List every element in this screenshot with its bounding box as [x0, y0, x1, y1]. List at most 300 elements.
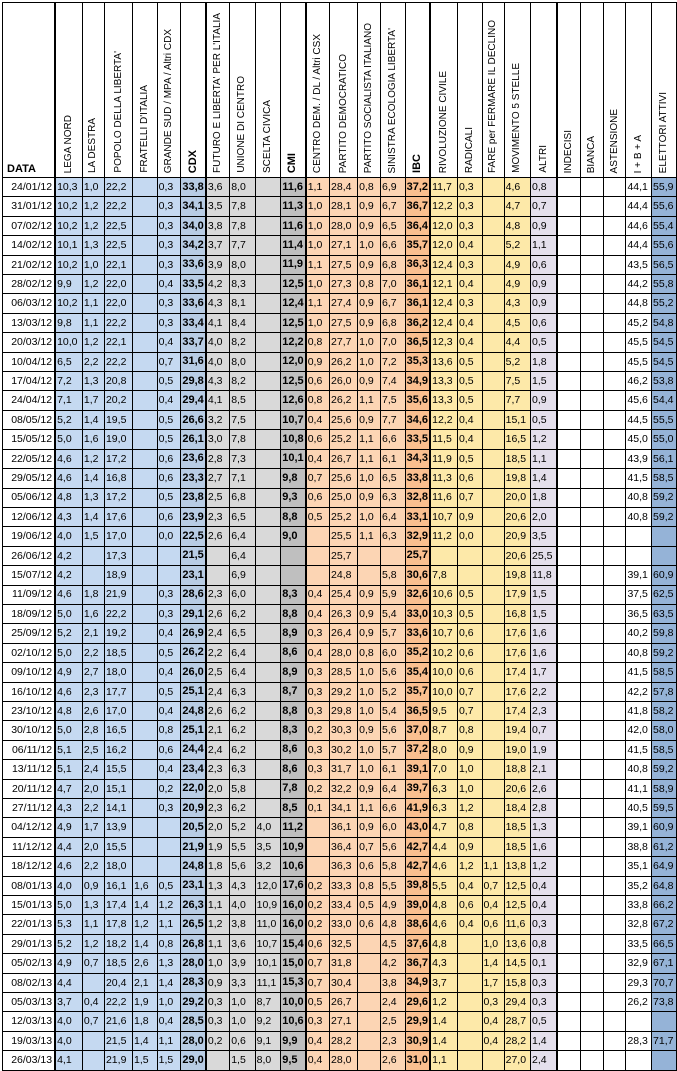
- row-date: 22/01/13: [3, 915, 56, 934]
- column-header-label: GRANDE SUD / MPA / Altri CDX: [163, 28, 174, 173]
- row-date: 26/03/13: [3, 1051, 56, 1070]
- table-cell: 33,6: [405, 624, 430, 643]
- table-cell: 0,4: [457, 275, 482, 294]
- table-cell: 1,5: [230, 1051, 255, 1070]
- column-header-label: BIANCA: [585, 135, 597, 173]
- table-cell: [133, 857, 158, 876]
- table-cell: 0,7: [531, 197, 557, 216]
- table-cell: [557, 410, 581, 429]
- row-date: 14/02/12: [3, 236, 56, 255]
- table-cell: [557, 236, 581, 255]
- table-cell: 11,3: [430, 469, 457, 488]
- table-cell: 1,5: [133, 1051, 158, 1070]
- table-cell: 12,5: [504, 896, 530, 915]
- table-cell: 2,8: [531, 799, 557, 818]
- table-cell: [557, 624, 581, 643]
- table-cell: [603, 896, 626, 915]
- table-row: [3, 449, 677, 468]
- table-cell: [482, 682, 504, 701]
- table-cell: 12,0: [430, 216, 457, 235]
- table-cell: [157, 818, 181, 837]
- table-cell: 0,3: [306, 701, 330, 720]
- table-cell: 0,8: [358, 178, 381, 197]
- table-cell: 37,0: [405, 721, 430, 740]
- table-cell: [457, 1051, 482, 1070]
- table-row: [3, 313, 677, 332]
- table-cell: [482, 313, 504, 332]
- table-cell: [581, 372, 604, 391]
- table-cell: 33,6: [181, 294, 206, 313]
- table-row: [3, 507, 677, 526]
- column-header-label: ELETTORI ATTIVI: [658, 91, 669, 173]
- table-cell: 7,7: [504, 391, 530, 410]
- table-cell: 4,8: [55, 488, 82, 507]
- table-cell: 0,8: [358, 876, 381, 895]
- table-row: [3, 779, 677, 798]
- table-cell: 17,2: [104, 488, 132, 507]
- table-cell: 0,7: [306, 973, 330, 992]
- table-cell: 1,0: [358, 663, 381, 682]
- table-cell: 0,5: [457, 604, 482, 623]
- table-cell: 4,4: [504, 333, 530, 352]
- table-cell: 1,1: [206, 934, 230, 953]
- table-cell: 17,7: [104, 682, 132, 701]
- table-cell: 4,0: [206, 333, 230, 352]
- table-cell: [255, 236, 281, 255]
- table-cell: 0,3: [531, 993, 557, 1012]
- table-cell: [603, 1051, 626, 1070]
- table-cell: [557, 682, 581, 701]
- table-cell: 0,7: [457, 682, 482, 701]
- table-cell: 44,4: [626, 236, 652, 255]
- table-cell: [255, 449, 281, 468]
- table-cell: 13,8: [504, 857, 530, 876]
- row-date: 31/01/12: [3, 197, 56, 216]
- table-cell: [306, 527, 330, 546]
- table-cell: 34,6: [405, 410, 430, 429]
- table-cell: 4,3: [230, 876, 255, 895]
- table-cell: 0,7: [531, 721, 557, 740]
- table-cell: [581, 779, 604, 798]
- table-cell: 4,9: [504, 255, 530, 274]
- table-cell: 25,2: [330, 507, 358, 526]
- table-cell: 2,3: [531, 701, 557, 720]
- table-cell: [255, 333, 281, 352]
- table-cell: 0,1: [306, 799, 330, 818]
- table-cell: 0,9: [531, 391, 557, 410]
- table-cell: 39,1: [626, 818, 652, 837]
- table-cell: 8,0: [230, 178, 255, 197]
- table-cell: 64,9: [652, 857, 677, 876]
- table-cell: 4,6: [55, 585, 82, 604]
- table-cell: 44,4: [626, 197, 652, 216]
- table-cell: [255, 546, 281, 565]
- table-cell: [133, 391, 158, 410]
- table-cell: 26,4: [330, 624, 358, 643]
- table-cell: 45,5: [626, 333, 652, 352]
- table-cell: 16,5: [104, 721, 132, 740]
- table-cell: [457, 1031, 482, 1050]
- table-cell: 0,5: [157, 876, 181, 895]
- table-cell: [557, 915, 581, 934]
- table-cell: 1,4: [133, 934, 158, 953]
- table-cell: 1,1: [82, 915, 104, 934]
- table-cell: 0,3: [531, 915, 557, 934]
- table-cell: 15,1: [504, 410, 530, 429]
- table-cell: [482, 255, 504, 274]
- table-row: [3, 973, 677, 992]
- table-cell: 26,2: [330, 352, 358, 371]
- table-cell: 1,1: [531, 236, 557, 255]
- table-cell: 1,2: [82, 333, 104, 352]
- table-cell: 0,6: [157, 507, 181, 526]
- table-cell: 10,6: [430, 585, 457, 604]
- table-cell: 0,8: [358, 275, 381, 294]
- table-cell: 0,9: [531, 275, 557, 294]
- table-cell: 41,5: [626, 740, 652, 759]
- table-cell: 29,6: [405, 993, 430, 1012]
- table-cell: 6,4: [230, 546, 255, 565]
- table-cell: 0,7: [457, 701, 482, 720]
- table-cell: [603, 721, 626, 740]
- table-cell: [603, 915, 626, 934]
- table-cell: 12,0: [281, 352, 306, 371]
- table-cell: 55,9: [652, 178, 677, 197]
- table-cell: 15,5: [104, 837, 132, 856]
- table-cell: 10,1: [55, 236, 82, 255]
- column-header: [603, 3, 626, 178]
- table-cell: 31,6: [181, 352, 206, 371]
- table-cell: 4,0: [55, 1012, 82, 1031]
- table-cell: 1,3: [531, 818, 557, 837]
- table-cell: 0,8: [531, 934, 557, 953]
- table-cell: 45,2: [626, 313, 652, 332]
- table-cell: 5,9: [381, 585, 406, 604]
- column-header: [255, 3, 281, 178]
- table-cell: 27,1: [330, 1012, 358, 1031]
- table-cell: 10,7: [281, 410, 306, 429]
- table-cell: 3,5: [531, 527, 557, 546]
- table-cell: [581, 1031, 604, 1050]
- table-cell: 1,2: [457, 857, 482, 876]
- table-cell: [557, 566, 581, 585]
- table-cell: [133, 760, 158, 779]
- table-cell: 8,3: [281, 721, 306, 740]
- table-cell: 0,5: [157, 372, 181, 391]
- table-cell: 0,4: [457, 410, 482, 429]
- table-cell: 4,9: [55, 954, 82, 973]
- table-cell: 1,7: [531, 663, 557, 682]
- table-cell: [482, 469, 504, 488]
- column-header-label: SINISTRA ECOLOGIA LIBERTA': [386, 27, 398, 173]
- table-cell: 1,0: [230, 1012, 255, 1031]
- table-cell: 7,0: [381, 333, 406, 352]
- table-cell: 6,2: [230, 721, 255, 740]
- table-cell: 4,5: [381, 934, 406, 953]
- table-cell: 7,5: [230, 410, 255, 429]
- table-cell: 20,6: [504, 779, 530, 798]
- table-cell: [557, 372, 581, 391]
- table-cell: [482, 372, 504, 391]
- table-cell: 11,7: [430, 178, 457, 197]
- table-cell: [557, 857, 581, 876]
- table-cell: 17,2: [104, 449, 132, 468]
- table-cell: 0,4: [82, 993, 104, 1012]
- table-cell: [603, 799, 626, 818]
- table-cell: 0,4: [157, 275, 181, 294]
- table-row: [3, 701, 677, 720]
- table-cell: 8,0: [430, 740, 457, 759]
- table-cell: [206, 566, 230, 585]
- table-cell: [206, 546, 230, 565]
- table-cell: 3,9: [206, 255, 230, 274]
- table-cell: 2,3: [206, 760, 230, 779]
- table-cell: 0,7: [157, 352, 181, 371]
- table-cell: 23,3: [181, 469, 206, 488]
- table-cell: 20,2: [104, 391, 132, 410]
- table-cell: [482, 1051, 504, 1070]
- table-cell: 0,5: [358, 896, 381, 915]
- table-cell: 0,6: [306, 934, 330, 953]
- table-cell: [133, 430, 158, 449]
- table-cell: 44,8: [626, 294, 652, 313]
- table-cell: 1,0: [358, 236, 381, 255]
- table-cell: [603, 837, 626, 856]
- table-cell: 9,8: [55, 313, 82, 332]
- table-cell: [482, 740, 504, 759]
- table-cell: 12,4: [430, 294, 457, 313]
- table-cell: 0,3: [457, 216, 482, 235]
- table-cell: [603, 701, 626, 720]
- table-cell: 56,5: [652, 255, 677, 274]
- row-date: 25/09/12: [3, 624, 56, 643]
- table-cell: 5,6: [381, 721, 406, 740]
- table-cell: 1,7: [482, 973, 504, 992]
- table-cell: [581, 410, 604, 429]
- table-cell: 17,6: [104, 507, 132, 526]
- table-cell: 0,4: [157, 624, 181, 643]
- table-cell: 1,4: [482, 954, 504, 973]
- table-cell: 12,0: [255, 876, 281, 895]
- table-cell: 26,3: [330, 604, 358, 623]
- table-cell: 1,4: [82, 469, 104, 488]
- table-cell: 0,3: [306, 624, 330, 643]
- table-cell: 10,6: [281, 857, 306, 876]
- table-cell: 5,2: [55, 410, 82, 429]
- table-cell: [255, 721, 281, 740]
- table-row: [3, 178, 677, 197]
- table-cell: 1,4: [82, 410, 104, 429]
- table-cell: 0,9: [358, 313, 381, 332]
- table-cell: 54,5: [652, 333, 677, 352]
- table-cell: 0,6: [358, 857, 381, 876]
- table-cell: 2,6: [531, 779, 557, 798]
- table-cell: [603, 236, 626, 255]
- table-cell: 18,5: [504, 818, 530, 837]
- table-cell: 0,4: [157, 663, 181, 682]
- table-cell: [603, 546, 626, 565]
- table-cell: 59,2: [652, 760, 677, 779]
- table-cell: 6,4: [230, 643, 255, 662]
- row-date: 29/01/13: [3, 934, 56, 953]
- table-cell: 2,8: [82, 721, 104, 740]
- table-cell: 4,6: [430, 857, 457, 876]
- table-cell: 33,8: [181, 178, 206, 197]
- column-header-label: FRATELLI D'ITALIA: [138, 85, 150, 173]
- table-cell: 2,2: [531, 682, 557, 701]
- table-cell: 10,2: [55, 294, 82, 313]
- table-cell: 2,0: [206, 818, 230, 837]
- table-cell: 1,4: [430, 1031, 457, 1050]
- row-date: 29/05/12: [3, 469, 56, 488]
- table-cell: 7,8: [230, 197, 255, 216]
- table-cell: [603, 740, 626, 759]
- table-cell: [255, 372, 281, 391]
- table-cell: 18,4: [504, 799, 530, 818]
- table-cell: 1,6: [82, 604, 104, 623]
- table-cell: 8,5: [230, 391, 255, 410]
- table-cell: 2,4: [206, 682, 230, 701]
- table-cell: [603, 604, 626, 623]
- table-row: [3, 934, 677, 953]
- column-header: [381, 3, 406, 178]
- table-cell: 2,2: [82, 799, 104, 818]
- table-cell: 34,9: [405, 973, 430, 992]
- table-cell: [482, 566, 504, 585]
- column-header-label: MOVIMENTO 5 STELLE: [511, 63, 523, 173]
- table-cell: 5,0: [55, 721, 82, 740]
- table-cell: 17,6: [504, 643, 530, 662]
- table-cell: 0,3: [457, 255, 482, 274]
- table-cell: 2,1: [82, 624, 104, 643]
- table-cell: 0,3: [306, 760, 330, 779]
- table-cell: 4,8: [504, 216, 530, 235]
- table-cell: [133, 236, 158, 255]
- table-cell: 0,9: [358, 818, 381, 837]
- table-cell: [133, 682, 158, 701]
- table-cell: 27,1: [330, 236, 358, 255]
- table-cell: [557, 779, 581, 798]
- table-cell: 15,5: [104, 760, 132, 779]
- table-cell: 1,0: [306, 197, 330, 216]
- table-cell: 26,2: [330, 391, 358, 410]
- table-cell: 29,4: [504, 993, 530, 1012]
- table-cell: 32,9: [405, 527, 430, 546]
- table-cell: 28,2: [504, 1031, 530, 1050]
- table-cell: 6,9: [230, 566, 255, 585]
- table-cell: [603, 779, 626, 798]
- table-cell: [581, 488, 604, 507]
- table-cell: [581, 818, 604, 837]
- table-cell: 0,5: [531, 333, 557, 352]
- table-cell: 36,1: [330, 818, 358, 837]
- table-cell: [581, 604, 604, 623]
- table-cell: 28,6: [181, 585, 206, 604]
- table-cell: 0,4: [457, 236, 482, 255]
- table-cell: 7,8: [430, 566, 457, 585]
- table-cell: [581, 915, 604, 934]
- table-cell: 17,6: [504, 682, 530, 701]
- table-cell: [581, 313, 604, 332]
- table-cell: [358, 934, 381, 953]
- table-cell: 73,8: [652, 993, 677, 1012]
- table-row: [3, 604, 677, 623]
- row-date: 15/07/12: [3, 566, 56, 585]
- table-cell: 33,5: [626, 934, 652, 953]
- table-cell: 1,5: [82, 527, 104, 546]
- table-cell: 35,7: [405, 236, 430, 255]
- table-cell: 36,1: [405, 294, 430, 313]
- table-cell: [358, 1031, 381, 1050]
- table-cell: 18,0: [104, 663, 132, 682]
- table-cell: 6,4: [230, 663, 255, 682]
- table-cell: 55,2: [652, 294, 677, 313]
- table-row: [3, 216, 677, 235]
- table-cell: 55,5: [652, 410, 677, 429]
- table-cell: 1,8: [531, 352, 557, 371]
- table-cell: 36,1: [405, 275, 430, 294]
- table-cell: 0,6: [230, 1031, 255, 1050]
- table-cell: 28,4: [330, 178, 358, 197]
- table-cell: 8,6: [281, 740, 306, 759]
- table-cell: [581, 430, 604, 449]
- table-cell: 0,8: [306, 333, 330, 352]
- table-cell: [557, 585, 581, 604]
- table-cell: 18,5: [504, 449, 530, 468]
- table-cell: 23,9: [181, 507, 206, 526]
- column-header-label: CDX: [186, 149, 199, 173]
- table-cell: 39,0: [405, 896, 430, 915]
- table-cell: [603, 1031, 626, 1050]
- table-cell: [82, 973, 104, 992]
- table-row: [3, 915, 677, 934]
- table-cell: [255, 313, 281, 332]
- table-cell: 18,8: [504, 760, 530, 779]
- table-cell: 67,2: [652, 915, 677, 934]
- table-cell: 0,3: [482, 993, 504, 1012]
- table-cell: [581, 527, 604, 546]
- table-cell: 13,6: [430, 352, 457, 371]
- table-cell: 21,6: [104, 1012, 132, 1031]
- table-cell: 0,5: [157, 410, 181, 429]
- table-cell: 5,4: [381, 701, 406, 720]
- table-cell: 2,6: [133, 954, 158, 973]
- table-cell: 7,1: [55, 391, 82, 410]
- table-cell: 1,2: [531, 857, 557, 876]
- table-cell: [255, 643, 281, 662]
- table-cell: [255, 604, 281, 623]
- table-cell: 0,9: [531, 216, 557, 235]
- table-cell: [581, 954, 604, 973]
- table-cell: 1,0: [157, 993, 181, 1012]
- table-cell: 14,5: [504, 954, 530, 973]
- table-cell: 0,2: [306, 915, 330, 934]
- table-cell: 0,4: [306, 604, 330, 623]
- column-header: [531, 3, 557, 178]
- table-cell: 9,2: [255, 1012, 281, 1031]
- table-cell: 0,9: [82, 876, 104, 895]
- table-cell: 1,4: [531, 469, 557, 488]
- table-cell: 17,9: [504, 585, 530, 604]
- table-cell: 43,0: [405, 818, 430, 837]
- table-row: [3, 643, 677, 662]
- table-cell: 10,2: [55, 255, 82, 274]
- table-cell: 0,4: [306, 1051, 330, 1070]
- table-cell: 28,0: [181, 1031, 206, 1050]
- table-cell: 9,8: [281, 469, 306, 488]
- table-cell: 66,2: [652, 896, 677, 915]
- table-cell: 1,6: [133, 876, 158, 895]
